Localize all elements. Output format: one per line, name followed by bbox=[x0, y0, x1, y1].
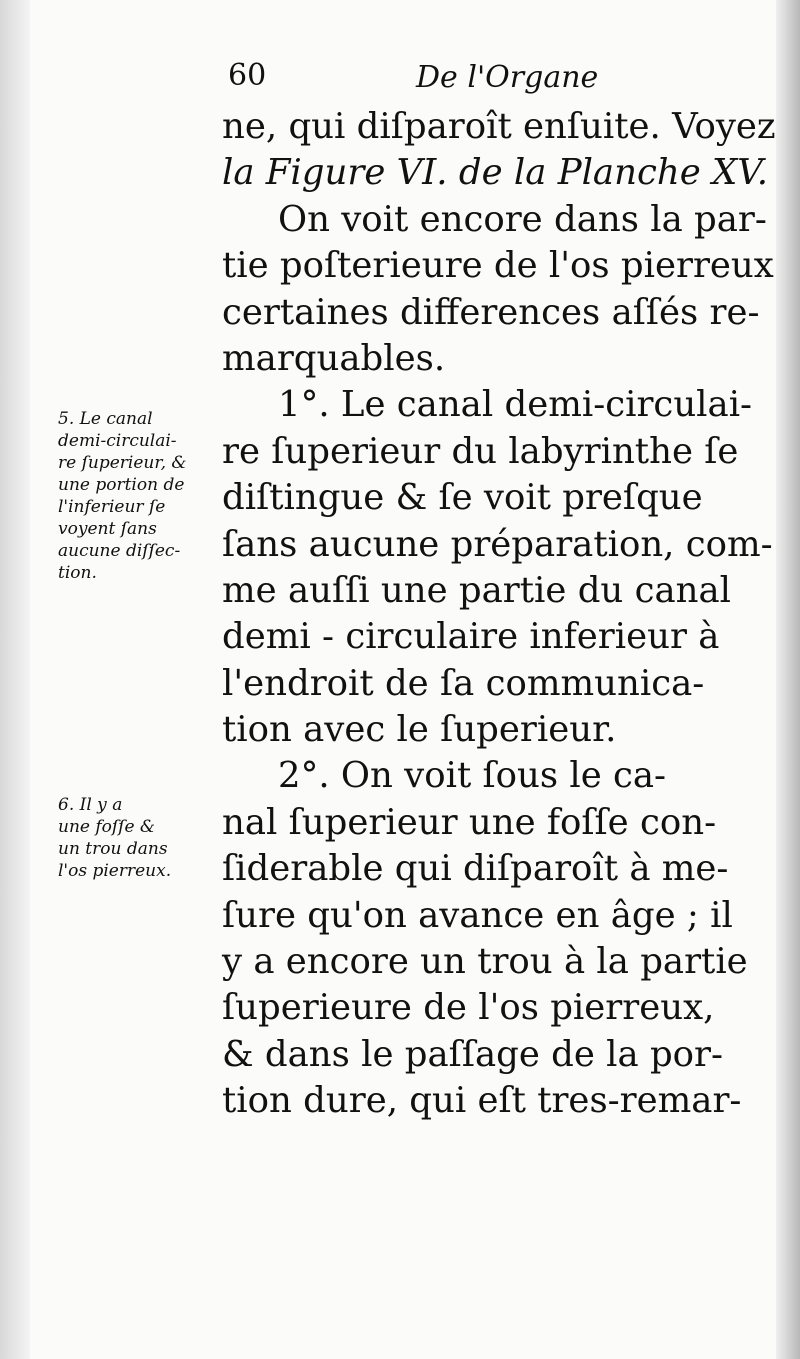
margin-note-line: l'inferieur ſe bbox=[58, 497, 166, 517]
margin-note-line: un trou dans bbox=[58, 839, 168, 859]
text-line: tion avec le ſuperieur. bbox=[222, 709, 617, 751]
text-line: ſuperieure de l'os pierreux, bbox=[222, 987, 715, 1029]
margin-note-line: une foſſe & bbox=[58, 817, 156, 837]
text-line: certaines differences aſſés re- bbox=[222, 291, 760, 333]
margin-note-line: tion. bbox=[58, 563, 97, 583]
margin-note-line: 6. Il y a bbox=[58, 795, 123, 815]
text-line: 1°. Le canal demi-circulai- bbox=[278, 384, 753, 426]
margin-note-line: demi-circulai- bbox=[58, 431, 177, 451]
margin-note-line: une portion de bbox=[58, 475, 185, 495]
running-head bbox=[228, 58, 768, 102]
text-line: tion dure, qui eſt tres-remar- bbox=[222, 1080, 742, 1122]
text-line: ſure qu'on avance en âge ; il bbox=[222, 894, 733, 936]
margin-note-line: aucune diſſec- bbox=[58, 541, 181, 561]
margin-note-line: voyent ſans bbox=[58, 519, 157, 539]
margin-note-5 bbox=[58, 408, 218, 584]
text-line: ne, qui diſparoît enſuite. Voyez bbox=[222, 106, 776, 147]
margin-note-line: 5. Le canal bbox=[58, 409, 153, 429]
margin-note-line: re ſuperieur, & bbox=[58, 453, 187, 473]
page-edge-shadow bbox=[776, 0, 800, 1359]
text-line: ſans aucune préparation, com- bbox=[222, 523, 773, 565]
text-line: & dans le paſſage de la por- bbox=[222, 1033, 724, 1075]
text-line: diſtingue & ſe voit preſque bbox=[222, 477, 703, 519]
gutter-shadow bbox=[0, 0, 30, 1359]
body-text bbox=[222, 104, 776, 1125]
text-line: y a encore un trou à la partie bbox=[222, 941, 748, 983]
text-line: marquables. bbox=[222, 337, 446, 379]
text-line: me auſſi une partie du canal bbox=[222, 569, 731, 611]
text-line: demi - circulaire inferieur à bbox=[222, 616, 720, 658]
margin-note-6 bbox=[58, 794, 218, 882]
text-line: l'endroit de ſa communica- bbox=[222, 662, 705, 704]
margin-note-line: l'os pierreux. bbox=[58, 861, 172, 881]
running-title: De l'Organe bbox=[416, 60, 599, 95]
page-number: 60 bbox=[228, 58, 267, 93]
text-line: la Figure VI. de la Planche XV. bbox=[222, 152, 768, 194]
text-line: 2°. On voit ſous le ca- bbox=[278, 755, 667, 797]
text-line: nal ſuperieur une foſſe con- bbox=[222, 801, 717, 843]
text-line: tie poſterieure de l'os pierreux bbox=[222, 245, 774, 287]
text-line: On voit encore dans la par- bbox=[278, 198, 767, 240]
text-line: ſiderable qui diſparoît à me- bbox=[222, 848, 729, 890]
text-line: re ſuperieur du labyrinthe ſe bbox=[222, 430, 739, 472]
